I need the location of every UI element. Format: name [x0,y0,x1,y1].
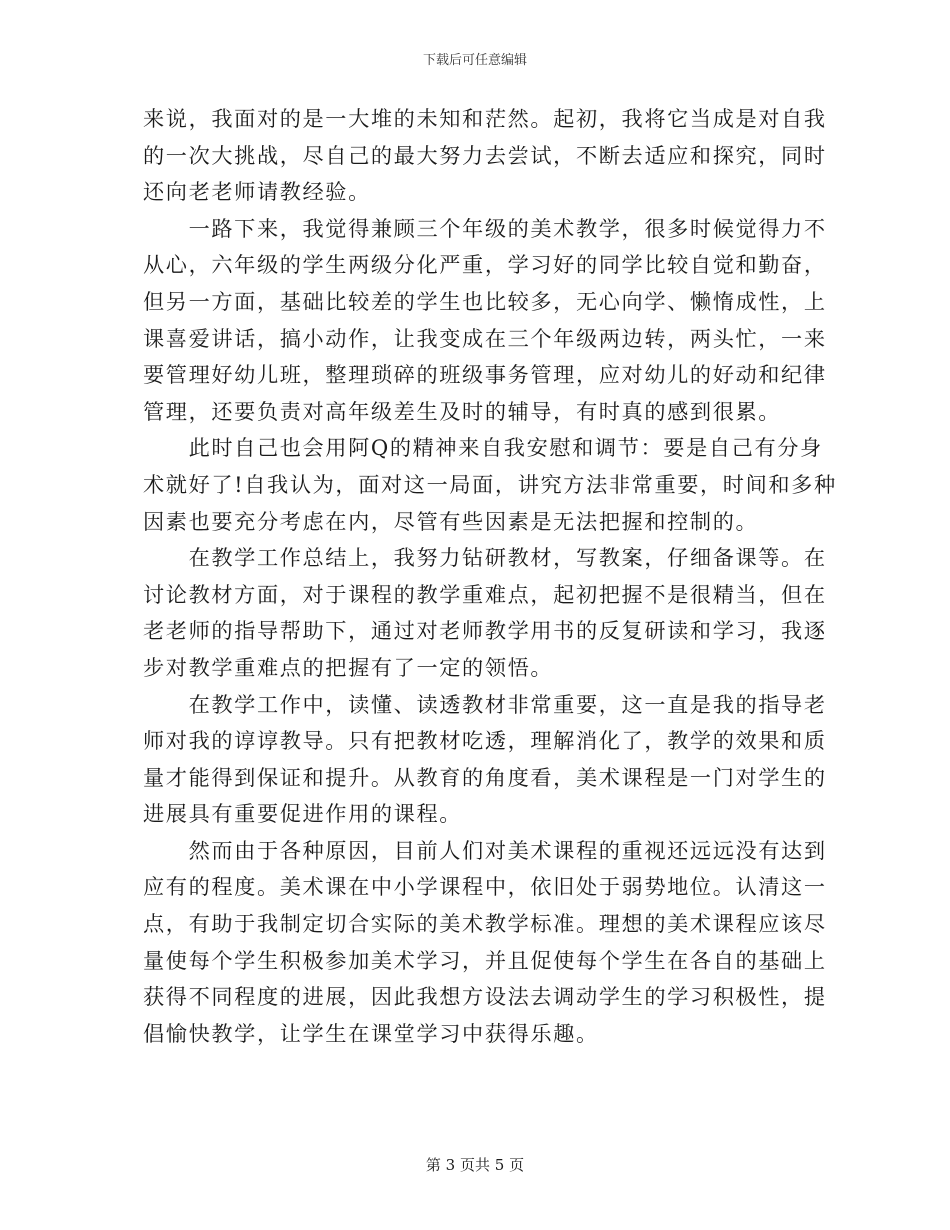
text-line: 要管理好幼儿班，整理琐碎的班级事务管理，应对幼儿的好动和纪律 [143,362,827,388]
text-line: 师对我的谆谆教导。只有把教材吃透，理解消化了，教学的效果和质 [143,728,827,754]
text-line: 的一次大挑战，尽自己的最大努力去尝试，不断去适应和探究，同时 [143,142,827,168]
paragraph [143,211,827,431]
text-line: 步对教学重难点的把握有了一定的领悟。 [143,654,554,680]
paragraph [143,687,827,833]
text-line: 然而由于各种原因，目前人们对美术课程的重视还远远没有达到 [143,837,827,863]
paragraph [143,540,827,686]
text-line: 在教学工作中，读懂、读透教材非常重要，这一直是我的指导老 [143,691,827,717]
text-line: 点，有助于我制定切合实际的美术教学标准。理想的美术课程应该尽 [143,911,827,937]
text-line: 倡愉快教学，让学生在课堂学习中获得乐趣。 [143,1020,599,1046]
paragraph [143,833,827,1053]
text-line: 还向老老师请教经验。 [143,179,371,205]
text-line: 课喜爱讲话，搞小动作，让我变成在三个年级两边转，两头忙，一来 [143,325,827,351]
text-line: 但另一方面，基础比较差的学生也比较多，无心向学、懒惰成性，上 [143,288,827,314]
text-line: 来说，我面对的是一大堆的未知和茫然。起初，我将它当成是对自我 [143,106,827,131]
page-header-note: 下载后可任意编辑 [422,53,527,68]
text-line: 一路下来，我觉得兼顾三个年级的美术教学，很多时候觉得力不 [143,215,827,241]
text-line: 进展具有重要促进作用的课程。 [143,801,463,827]
text-line: 术就好了!自我认为，面对这一局面，讲究方法非常重要，时间和多种 [143,471,837,497]
text-line: 获得不同程度的进展，因此我想方设法去调动学生的学习积极性，提 [143,984,827,1010]
paragraph [143,430,837,540]
text-line: 因素也要充分考虑在内，尽管有些因素是无法把握和控制的。 [143,508,759,534]
text-line: 此时自己也会用阿Q的精神来自我安慰和调节：要是自己有分身 [143,435,823,461]
document-body [143,101,837,1052]
text-line: 管理，还要负责对高年级差生及时的辅导，有时真的感到很累。 [143,398,782,424]
text-line: 讨论教材方面，对于课程的教学重难点，起初把握不是很精当，但在 [143,581,827,607]
paragraph [143,101,827,211]
text-line: 在教学工作总结上，我努力钻研教材，写教案，仔细备课等。在 [143,545,827,571]
text-line: 量才能得到保证和提升。从教育的角度看，美术课程是一门对学生的 [143,764,827,790]
text-line: 从心，六年级的学生两级分化严重，学习好的同学比较自觉和勤奋， [143,252,827,278]
text-line: 老老师的指导帮助下，通过对老师教学用书的反复研读和学习，我逐 [143,618,827,644]
page-number-footer: 第 3 页共 5 页 [425,1156,525,1174]
text-line: 量使每个学生积极参加美术学习，并且促使每个学生在各自的基础上 [143,947,827,973]
text-line: 应有的程度。美术课在中小学课程中，依旧处于弱势地位。认清这一 [143,874,827,900]
